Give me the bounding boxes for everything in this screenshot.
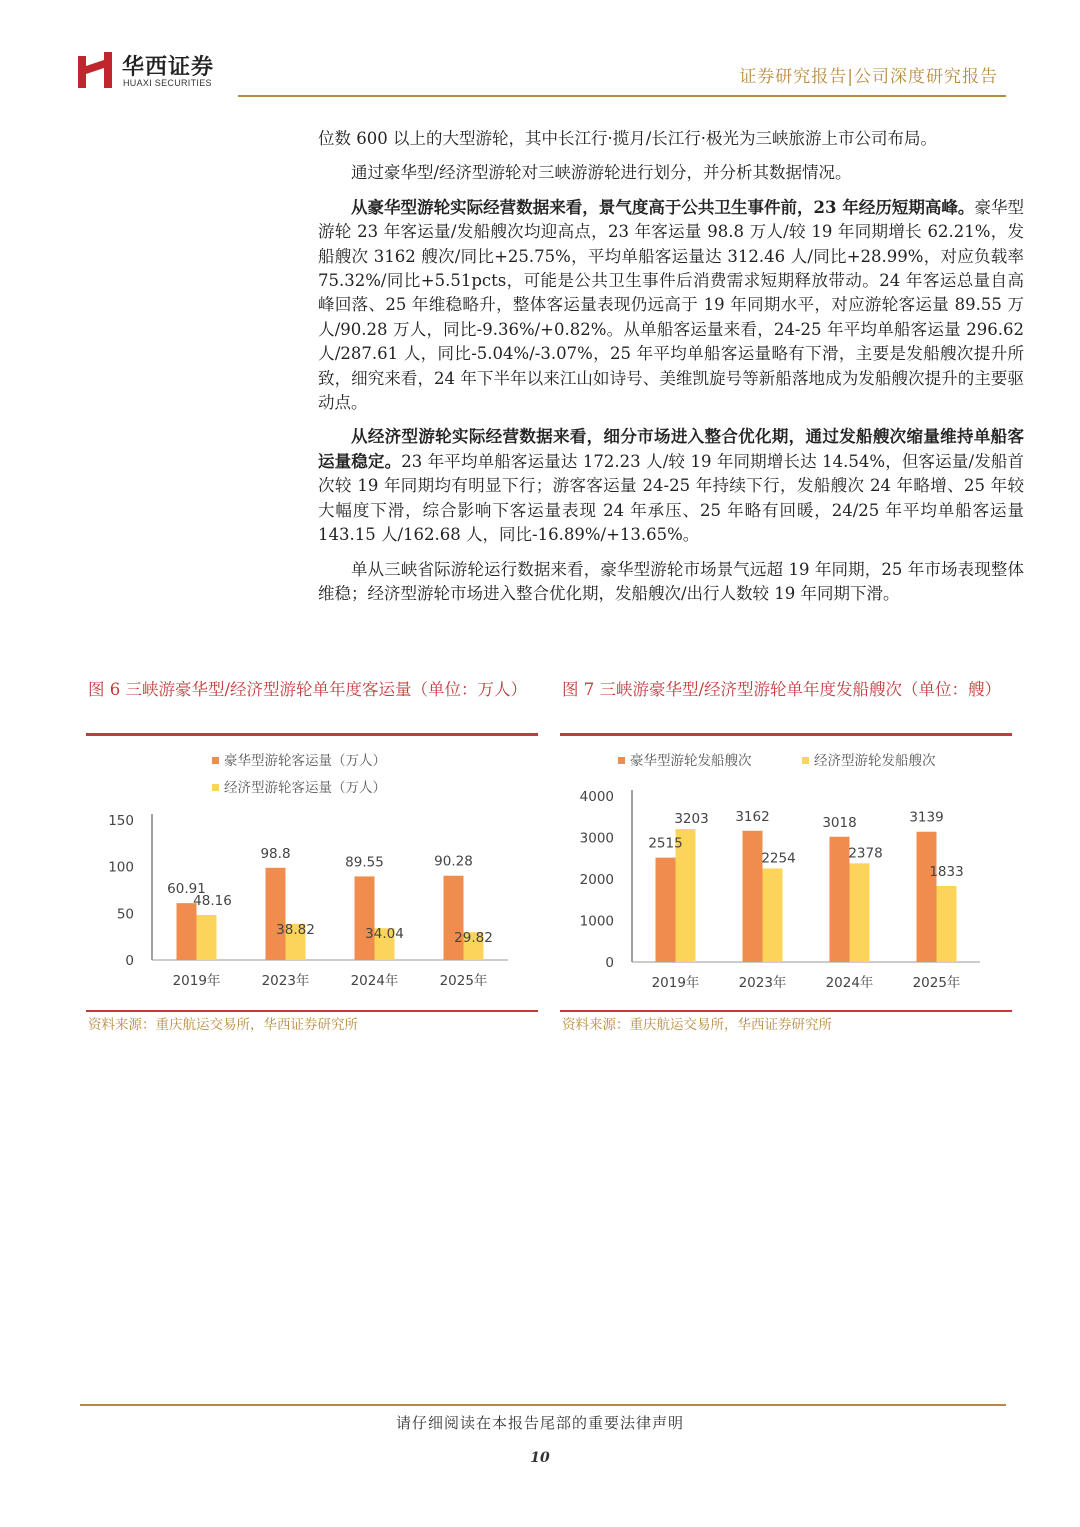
data-label-economy: 38.82: [276, 921, 315, 938]
x-tick-label: 2023年: [261, 973, 310, 989]
legal-disclaimer: 请仔细阅读在本报告尾部的重要法律声明: [395, 1414, 684, 1432]
data-label-luxury: 3139: [909, 809, 944, 826]
y-tick-label: 100: [108, 859, 134, 876]
data-label-economy: 34.04: [365, 926, 404, 943]
figure-7-source: 资料来源：重庆航运交易所，华西证券研究所: [562, 1017, 832, 1033]
figure-7-top-rule: [560, 733, 1012, 736]
bar-luxury: [177, 903, 197, 960]
x-tick-label: 2024年: [825, 975, 874, 991]
figure-7-chart: [560, 740, 1012, 1008]
y-tick-label: 0: [605, 955, 614, 971]
data-label-economy: 29.82: [454, 930, 493, 947]
bar-luxury: [917, 832, 937, 962]
data-label-economy: 3203: [674, 811, 709, 828]
bar-luxury: [656, 858, 676, 962]
paragraph-4-lead: 从经济型游轮实际经营数据来看，细分市场进入整合优化期，通过发船艘次缩量维持单船客运量稳定。: [318, 427, 1024, 471]
x-tick-label: 2025年: [439, 973, 488, 989]
paragraph-1: 位数 600 以上的大型游轮，其中长江行·揽月/长江行·极光为三峡旅游上市公司布局。: [318, 129, 938, 148]
data-label-economy: 1833: [929, 863, 964, 880]
legend-swatch-economy: [802, 757, 809, 764]
y-tick-label: 0: [125, 953, 134, 969]
x-tick-label: 2023年: [738, 975, 787, 991]
report-type-label: 证券研究报告|公司深度研究报告: [739, 67, 998, 87]
data-label-luxury: 89.55: [345, 854, 384, 871]
paragraph-3: [318, 196, 1024, 416]
paragraph-3-lead: 从豪华型游轮实际经营数据来看，景气度高于公共卫生事件前，23 年经历短期高峰。: [351, 197, 975, 217]
logo-english-name: HUAXI SECURITIES: [123, 78, 212, 88]
data-label-economy: 2254: [761, 850, 796, 867]
body-text: [318, 127, 1024, 616]
bar-economy: [763, 868, 783, 962]
legend-label-luxury: 豪华型游轮客运量（万人）: [224, 753, 386, 769]
paragraph-5: 单从三峡省际游轮运行数据来看，豪华型游轮市场景气远超 19 年同期，25 年市场表现整体维稳；经济型游轮市场进入整合优化期，发船艘次/出行人数较 19 年同期下滑。: [318, 559, 1024, 603]
figure-6-title: 图 6 三峡游豪华型/经济型游轮单年度客运量（单位：万人）: [88, 680, 528, 699]
y-tick-label: 2000: [579, 872, 614, 888]
data-label-economy: 48.16: [193, 893, 232, 910]
x-tick-label: 2025年: [912, 975, 961, 991]
legend-label-economy: 经济型游轮客运量（万人）: [224, 780, 386, 796]
paragraph-4-body: 23 年平均单船客运量达 172.23 人/较 19 年同期增长达 14.54%，但客运量/发船首次较 19 年同期均有明显下行；游客客运量 24-25 年持续下行，发船艘次 24 年略增、25 年较大幅度下滑，综合影响下客运量表现 24 年承压、25 年略有回暖，24/25 年平均单船客运量 143.15 人/162.68 人，同比-16.89%/+13.65%。: [318, 451, 1024, 545]
legend-swatch-luxury: [618, 757, 625, 764]
legend-label-luxury: 豪华型游轮发船艘次: [630, 753, 752, 769]
bar-luxury: [830, 837, 850, 962]
bar-luxury: [444, 876, 464, 960]
y-tick-label: 50: [116, 906, 134, 923]
legend-label-economy: 经济型游轮发船艘次: [814, 753, 936, 769]
bar-luxury: [743, 831, 763, 962]
y-tick-label: 4000: [579, 789, 614, 805]
legend-swatch-economy: [212, 784, 219, 791]
y-tick-label: 150: [108, 813, 134, 829]
figure-7-title: 图 7 三峡游豪华型/经济型游轮单年度发船艘次（单位：艘）: [562, 680, 1002, 699]
logo-chinese-name: 华西证券: [122, 55, 215, 80]
footer-divider: [80, 1404, 1006, 1406]
figure-6-top-rule: [86, 733, 538, 736]
data-label-luxury: 2515: [648, 835, 683, 852]
paragraph-4: [318, 425, 1024, 547]
bar-luxury: [266, 868, 286, 960]
data-label-economy: 2378: [848, 845, 883, 862]
bar-economy: [937, 886, 957, 962]
page-number: 10: [530, 1450, 550, 1466]
header-divider: [238, 95, 1006, 97]
x-tick-label: 2019年: [172, 973, 221, 989]
x-tick-label: 2019年: [651, 975, 700, 991]
x-tick-label: 2024年: [350, 973, 399, 989]
bar-economy: [850, 863, 870, 962]
figure-6-chart: [86, 740, 538, 1008]
data-label-luxury: 98.8: [260, 845, 291, 862]
data-label-luxury: 3162: [735, 808, 770, 825]
figure-6-bottom-rule: [86, 1010, 538, 1012]
legend-swatch-luxury: [212, 757, 219, 764]
y-tick-label: 1000: [579, 913, 614, 930]
paragraph-2: 通过豪华型/经济型游轮对三峡游游轮进行划分，并分析其数据情况。: [351, 163, 852, 183]
bar-luxury: [355, 876, 375, 960]
data-label-luxury: 90.28: [434, 853, 473, 870]
figure-6-source: 资料来源：重庆航运交易所，华西证券研究所: [88, 1017, 358, 1033]
bar-economy: [197, 915, 217, 960]
data-label-luxury: 3018: [822, 814, 857, 831]
huaxi-logo-icon: [78, 52, 112, 88]
figure-7-bottom-rule: [560, 1010, 1012, 1012]
y-tick-label: 3000: [579, 830, 614, 847]
paragraph-3-body: 豪华型游轮 23 年客运量/发船艘次均迎高点，23 年客运量 98.8 万人/较 19 年同期增长 62.21%，发船艘次 3162 艘次/同比+25.75%，平均单船客运量达 312.46 人/同比+28.99%，对应负载率 75.32%/同比+5.51pcts，可能是公共卫生事件后消费需求短期释放带动。24 年客运总量自高峰回落、25 年维稳略升，整体客运量表现仍远高于 19 年同期水平，对应游轮客运量 89.55 万人/90.28 万人，同比-9.36%/+0.82%。从单船客运量来看，24-25 年平均单船客运量 296.62 人/287.61 人，同比-5.04%/-3.07%，25 年平均单船客运量略有下滑，主要是发船艘次提升所致，细究来看，24 年下半年以来江山如诗号、美维凯旋号等新船落地成为发船艘次提升的主要驱动点。: [318, 197, 1024, 413]
data-label-luxury: 60.91: [167, 881, 206, 898]
